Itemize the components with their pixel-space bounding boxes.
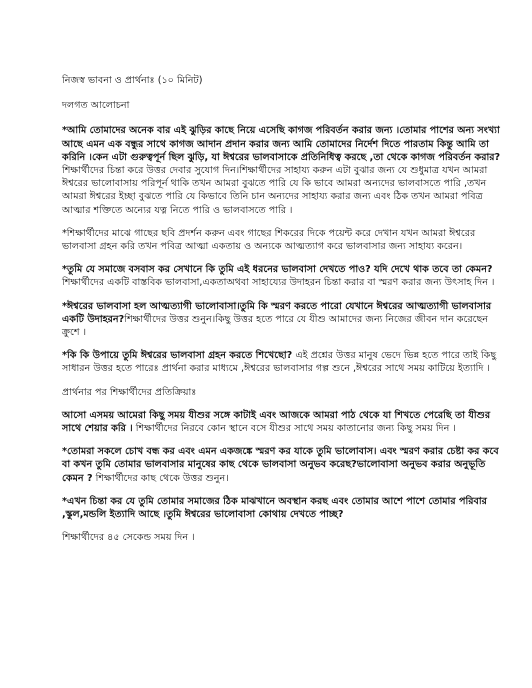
instruction-sacrificial-love: শিক্ষার্থীদের উত্তর শুনুন।কিছু উত্তর হতে পারে যে যীশু আমাদের জন্য নিজের জীবন দান করেছেন ক্রুশে । xyxy=(62,313,489,339)
response-heading: প্রার্থনার পর শিক্ষার্থীদের প্রতিক্রিয়াঃ xyxy=(62,386,197,398)
paragraph-society-love xyxy=(62,263,504,289)
paragraph-time-limit: শিক্ষার্থীদের ৪৫ সেকেন্ড সময় দিন । xyxy=(62,532,195,544)
instruction-remember-loved-one: শিক্ষার্থীদের কাছ থেকে উত্তর শুনুন। xyxy=(92,472,229,484)
section-title: নিজস্ব ভাবনা ও প্রার্থনাঃ (১০ মিনিট) xyxy=(62,75,203,86)
instruction-society-love: শিক্ষার্থীদের একটি বাস্তবিক ভালবাসা,একতাঅথবা সাহায্যের উদাহরন চিন্তা করার বা স্মরণ করার জন্য উৎসাহ দিন । xyxy=(62,277,495,289)
instruction-time-with-jesus: শিক্ষার্থীদের নিরবে কোন স্থানে বসে যীশুর সাথে সময় কাতানোর জন্য কিছু সময় দিন । xyxy=(132,423,456,435)
paragraph-remember-loved-one xyxy=(62,445,504,485)
group-discussion-label: দলগত আলোচনা xyxy=(62,100,130,112)
prompt-remember-loved-one: *তোমরা সকলে চোখ বন্ধ কর এবং এমন একজঙ্কে স্মরণ কর যাকে তুমি ভালোবাস। এবং স্মরণ করার চেষ্টা কর কবে বা কখন তুমি তোমার ভালবাসার মানুষের কাছ থেকে ভালবাসা অনুভব করেছ?ভালোবাসা অনুভব করার অনুভূতি কেমন ? xyxy=(62,446,499,484)
paragraph-basket xyxy=(62,124,504,216)
paragraph-tree: *শিক্ষার্থীদের মাঝে গাছের ছবি প্রদর্শন করুন এবং গাছের শিকরের দিকে পয়েন্ট করে দেখান যখন আমরা ঈশ্বরের ভালবাসা গ্রহন করি তখন পবিত্র আত্মা একতায় ও অন্যকে আত্মত্যাগ করে ভালবাসার জন্য সাহায্য করেন। xyxy=(62,227,476,253)
question-society-love: *তুমি যে সমাজে বসবাস কর সেখানে কি তুমি এই ধরনের ভালবাসা দেখতে পাও? যদি দেখে থাক তবে তা কেমন? xyxy=(62,264,493,276)
instruction-receive-love: এই প্রশ্নের উত্তর মানুষ ভেদে ভিন্ন হতে পারে তাই কিছু সাধারন উত্তর হতে পারেঃ প্রার্থনা করার মাধ্যমে ,ঈশ্বরের ভালবাসার গল্প শুনে ,ঈশ্বরের সাথে সময় কাটিয়ে ইত্যাদি । xyxy=(62,350,497,375)
paragraph-community-center: *এখন চিন্তা কর যে তুমি তোমার সমাজের ঠিক মাঝখানে অবস্থান করছ এবং তোমার আশে পাশে তোমার পরিবার ,স্কুল,মন্ডলি ইত্যাদি আছে ।তুমি ঈশ্বরের ভালোবাসা কোথায় দেখতে পাচ্ছ? xyxy=(62,495,487,521)
prompt-time-with-jesus: আসো এসময় আমেরা কিছু সময় যীশুর সঙ্গে কাটাই এবং আজকে আমরা পাঠ থেকে যা শিখতে পেরেছি তা যীশুর সাথে শেয়ার করি । xyxy=(62,409,491,435)
paragraph-time-with-jesus xyxy=(62,409,504,435)
paragraph-receive-love xyxy=(62,349,504,375)
paragraph-sacrificial-love xyxy=(62,300,504,340)
question-receive-love: *কি কি উপায়ে তুমি ঈশ্বরের ভালবাসা গ্রহন করতে শিখেছো? xyxy=(62,350,293,362)
question-sacrificial-love: *ঈশ্বরের ভালবাসা হল আত্মত্যাগী ভালোবাসা।তুমি কি স্মরণ করতে পারো যেখানে ঈশ্বরের আত্মত্যাগী ভালবাসার একটি উদাহরন? xyxy=(62,300,492,325)
question-basket: *আমি তোমাদের অনেক বার এই ঝুড়ির কাছে নিয়ে এসেছি কাগজ পরিবর্তন করার জন্য ।তোমার পাশের অন্য সংখ্যা আছে এমন এক বন্ধুর সাথে কাগজ আদান প্রদান করার জন্য আমি তোমাদের নির্দেশ দিতে পারতাম কিন্তু আমি তা করিনি ।কেন এটা গুরুত্বপূর্ন ছিল ঝুড়ি, যা ঈশ্বরের ভালবাসাকে প্রতিনিধিত্ব করছে ,তা থেকে কাগজ পরিবর্তন করার? xyxy=(62,125,501,163)
instruction-basket: শিক্ষার্থীদের চিন্তা করে উত্তর দেবার সুযোগ দিন।শিক্ষার্থীদের সাহায্য করুন এটা বুঝার জন্য যে শুধুমাত্র যখন আমরা ঈশ্বরের ভালোবাসায় পরিপূর্ন থাকি তখন আমরা বুঝতে পারি যে কি ভাবে আমরা অন্যদের ভালবাসতে পারি ,তখন আমরা ঈশ্বরের ইচ্ছা বুঝতে পারি যে কিভাবে তিনি চান অন্যদের সাহায্য করার জন্য এবং ঠিক তখন আমরা পবিত্র আত্মার শক্তিতে অন্যের যত্ন নিতে পারি ও ভালবাসতে পারি । xyxy=(62,165,488,216)
